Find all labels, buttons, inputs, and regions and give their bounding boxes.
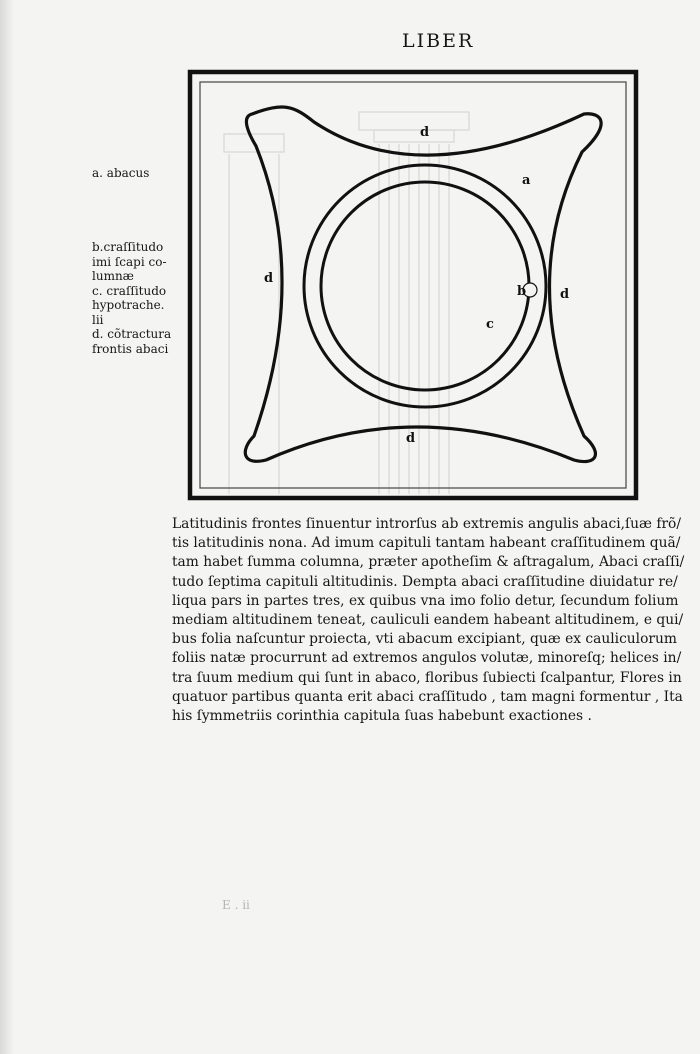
bleed-through-illustration [224,112,469,494]
hypotrachelium-circle [304,165,546,407]
legend-line: d. cõtractura [92,327,172,341]
body-line: mediam altitudinem teneat, cauliculi eandem habeant altitudinem, e qui/ [172,612,684,629]
legend-line: b.craſſitudo [92,240,164,254]
body-line: his ſymmetriis corinthia capitula ſuas habebunt exactiones . [172,708,592,725]
legend-line: hypotrache. [92,298,165,312]
marginal-note-abacus: a. abacus [92,166,150,180]
running-head: LIBER [402,30,475,52]
marginal-legend [92,240,172,356]
body-line: foliis natæ procurrunt ad extremos angulos volutæ, minoreſq; helices in/ [172,650,682,667]
legend-line: lumnæ [92,269,134,283]
label-d-right: d [560,287,570,302]
body-text [172,515,692,726]
body-line: tis latitudinis nona. Ad imum capituli tantam habeant craſſitudinem quã/ [172,535,681,552]
body-line: liqua pars in partes tres, ex quibus vna imo folio detur, ſecundum folium [172,592,679,609]
label-a: a [522,173,531,188]
scan-edge [0,0,14,1054]
body-line: quatuor partibus quanta erit abaci craſſitudo , tam magni formentur , Ita [172,688,683,705]
body-line: tra ſuum medium qui ſunt in abaco, floribus ſubiecti ſcalpantur, Flores in [172,669,682,686]
shaft-circle [321,182,529,390]
body-line: tam habet ſumma columna, præter apotheſim & aſtragalum, Abaci craſſi/ [172,554,685,571]
body-line: bus folia naſcuntur proiecta, vti abacum excipiant, quæ ex cauliculorum [172,631,677,648]
body-line: tudo ſeptima capituli altitudinis. Dempta abaci craſſitudine diuidatur re/ [172,573,678,590]
body-line: Latitudinis frontes ſinuentur introrſus ab extremis angulis abaci,ſuæ frõ/ [172,516,681,532]
label-d-top: d [420,125,430,140]
legend-line: imi ſcapi co- [92,254,167,269]
legend-line: frontis abaci [92,341,169,356]
label-d-bottom: d [406,431,416,446]
legend-line: c. craſſitudo [92,283,167,298]
legend-line: lii [92,312,104,327]
folio-signature: E . ii [222,898,250,912]
label-b: b [517,284,527,299]
label-c: c [486,317,494,332]
label-d-left: d [264,271,274,286]
abacus-plan-figure [184,64,644,510]
